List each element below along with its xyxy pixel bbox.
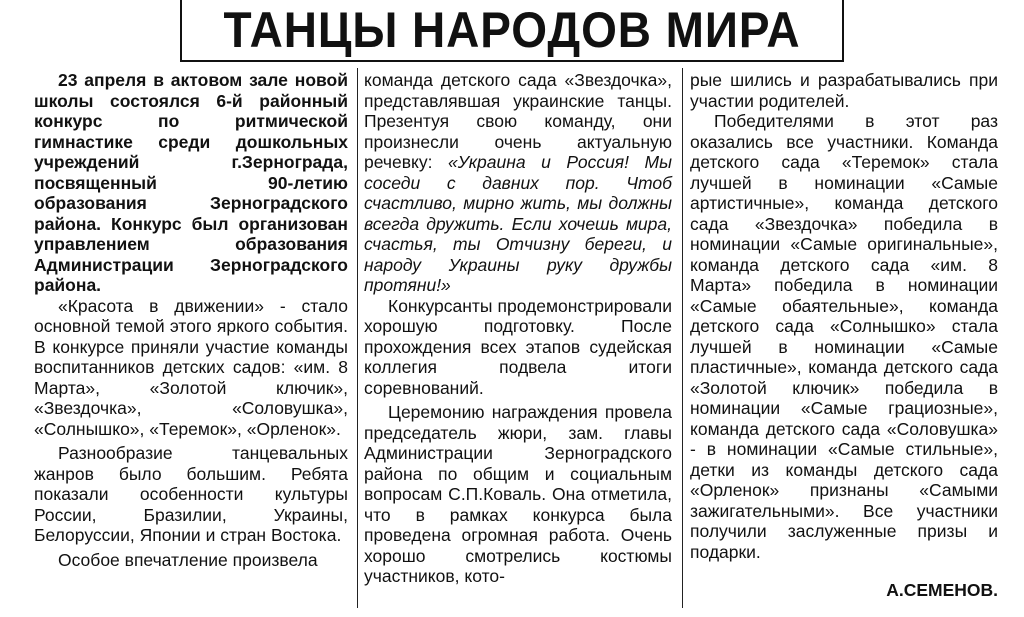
paragraph: Особое впечатление произвела — [58, 549, 318, 570]
paragraph: Церемонию награждения провела председатель жюри, зам. главы Администрации Зерноградского района по общим и социальным вопросам С.П.Коваль. Она отметила, что в рамках конкурса была проведена огромная работа. Очень хорошо смотрелись костюмы участников, кото- — [364, 402, 672, 586]
column-3 — [690, 70, 998, 562]
article-headline: ТАНЦЫ НАРОДОВ МИРА — [223, 2, 801, 58]
paragraph: Конкурсанты продемонстрировали хорошую подготовку. После прохождения всех этапов судейская коллегия подвела итоги соревнований. — [364, 295, 672, 398]
column-divider-2 — [682, 68, 683, 608]
paragraph — [364, 70, 672, 296]
paragraph: Победителями в этот раз оказались все участники. Команда детского сада «Теремок» стала лучшей в номинации «Самые артистичные», команда детского сада «Звездочка» победила в номинации «Самые оригинальные», команда детского сада «им. 8 Марта» победила в номинации «Самые обаятельные», команда детского сада «Солнышко» стала лучшей в номинации «Самые пластичные», команда детского сада «Золотой ключик» победила в номинации «Самые грациозные», команда детского сада «Соловушка» - в номинации «Самые стильные», детки из команды детского сада «Орленок» признаны «Самыми зажигательными». Все участники получили заслуженные призы и подарки. — [690, 111, 998, 562]
column-2 — [364, 70, 672, 587]
paragraph: Разнообразие танцевальных жанров было большим. Ребята показали особенности культуры России, Бразилии, Украины, Белоруссии, Японии и стран Востока. — [34, 443, 348, 545]
lead-paragraph: 23 апреля в актовом зале новой школы состоялся 6-й районный конкурс по ритмической гимнастике среди дошкольных учреждений г.Зернограда, посвященный 90-летию образования Зерноградского района. Конкурс был организован управлением образования Администрации Зерноградского района. — [34, 70, 348, 295]
paragraph-text: команда детского сада «Звездочка», представлявшая украинские танцы. Презентуя свою команду, они произнесли очень актуальную речевку: — [364, 70, 672, 172]
author-byline: А.СЕМЕНОВ. — [886, 580, 998, 600]
column-1 — [34, 70, 348, 570]
column-divider-1 — [357, 68, 358, 608]
paragraph: «Красота в движении» - стало основной темой этого яркого события. В конкурсе приняли участие команды воспитанников детских садов: «им. 8 Марта», «Золотой ключик», «Звездочка», «Соловушка», «Солнышко», «Теремок», «Орленок». — [34, 295, 348, 439]
paragraph: рые шились и разрабатывались при участии родителей. — [690, 70, 998, 111]
chant-quote: «Украина и Россия! Мы соседи с давних пор. Чтоб счастливо, мирно жить, мы должны всегда дружить. Если хочешь мира, счастья, ты Отчизну береги, и народу Украины руку дружбы протяни!» — [364, 152, 672, 295]
